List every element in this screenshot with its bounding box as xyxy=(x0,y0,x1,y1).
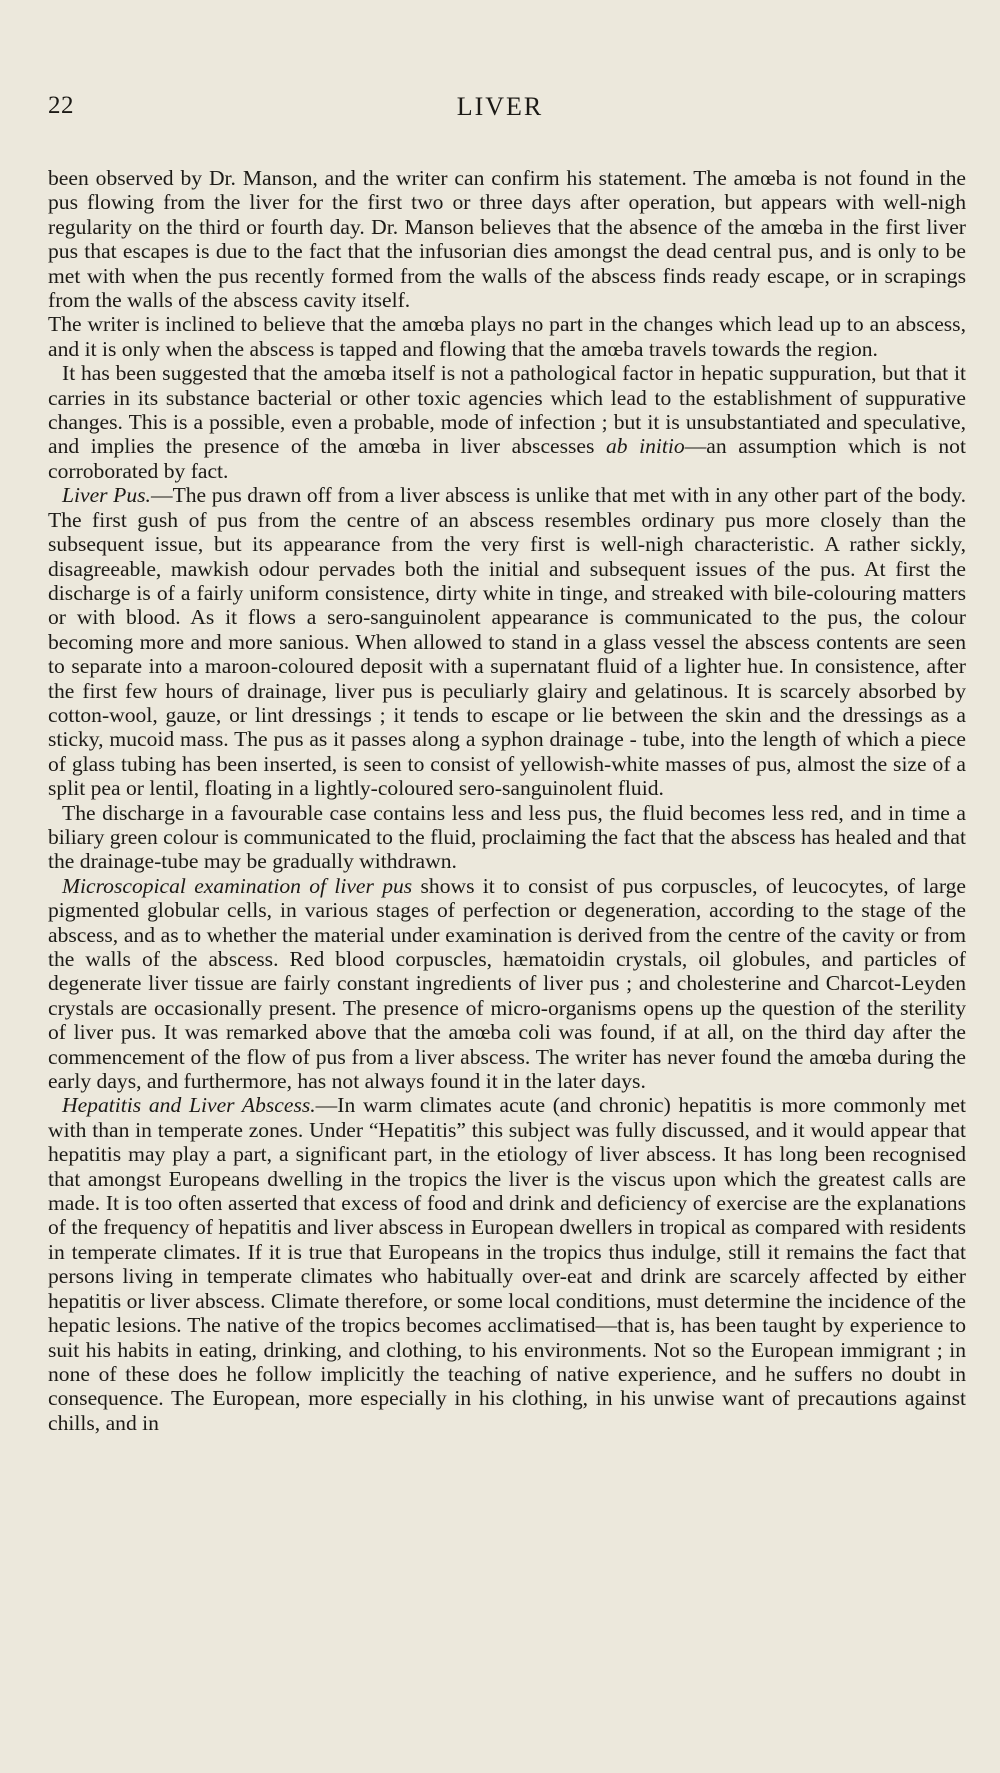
paragraph-microscopical xyxy=(48,874,966,1094)
paragraph-hepatitis xyxy=(48,1093,966,1435)
paragraph-text: It has been suggested that the amœba itself is not a pathological factor in hepatic suppuration, but that it carries in its substance bacterial or other toxic agencies which lead to the establishment of suppurative changes. This is a possible, even a probable, mode of infection ; but it is unsubstantiated and speculative, and implies the presence of the amœba in liver abscesses xyxy=(48,361,966,459)
paragraph-text-after: —an assumption which is not corroborated by fact. xyxy=(48,434,966,483)
paragraph-discharge xyxy=(48,801,966,874)
paragraph-text: —In warm climates acute (and chronic) hepatitis is more commonly met with than in temperate zones. Under “Hepatitis” this subject was fully discussed, and it would appear that hepatitis may play a part, a significant part, in the etiology of liver abscess. It has long been recognised that amongst Europeans dwelling in the tropics the liver is the viscus upon which the greatest calls are made. It is too often asserted that excess of food and drink and deficiency of exercise are the explanations of the frequency of hepatitis and liver abscess in European dwellers in tropical as compared with residents in temperate climates. If it is true that Europeans in the tropics thus indulge, still it remains the fact that persons living in temperate climates who habitually over-eat and drink are scarcely affected by either hepatitis or liver abscess. Climate therefore, or some local conditions, must determine the incidence of the hepatic lesions. The native of the tropics becomes acclimatised—that is, has been taught by experience to suit his habits in eating, drinking, and clothing, to his environments. Not so the European immigrant ; in none of these does he follow implicitly the teaching of native experience, and he suffers no doubt in consequence. The European, more especially in his clothing, in his unwise want of precautions against chills, and in xyxy=(48,1093,966,1435)
running-head: LIVER xyxy=(456,92,544,121)
body-text xyxy=(48,166,966,1435)
page-number: 22 xyxy=(48,92,74,119)
paragraph-text: The discharge in a favourable case contains less and less pus, the fluid becomes less red, and in time a biliary green colour is communicated to the fluid, proclaiming the fact that the abscess has healed and that the drainage-tube may be gradually withdrawn. xyxy=(48,800,966,874)
section-heading-liver-pus: Liver Pus. xyxy=(62,483,151,508)
paragraph-text: —The pus drawn off from a liver abscess is unlike that met with in any other part of the body. The first gush of pus from the centre of an abscess resembles ordinary pus more closely than the subsequent issue, but its appearance from the very first is well-nigh characteristic. A rather sickly, disagreeable, mawkish odour pervades both the initial and subsequent issues of the pus. At first the discharge is of a fairly uniform consistence, dirty white in tinge, and streaked with bile-colouring matters or with blood. As it flows a sero-sanguinolent appearance is communicated to the pus, the colour becoming more and more sanious. When allowed to stand in a glass vessel the abscess contents are seen to separate into a maroon-coloured deposit with a supernatant fluid of a lighter hue. In consistence, after the first few hours of drainage, liver pus is peculiarly glairy and gelatinous. It is scarcely absorbed by cotton-wool, gauze, or lint dressings ; it tends to escape or lie between the skin and the dressings as a sticky, mucoid mass. The pus as it passes along a syphon drainage - tube, into the length of which a piece of glass tubing has been inserted, is seen to consist of yellowish-white masses of pus, almost the size of a split pea or lentil, floating in a lightly-coloured sero-sanguinolent fluid. xyxy=(48,483,966,801)
paragraph-amoeba-role xyxy=(48,312,966,361)
paragraph-pathological-factor xyxy=(48,361,966,483)
section-heading-hepatitis: Hepatitis and Liver Abscess. xyxy=(62,1093,316,1118)
section-heading-microscopical: Microscopical examination of liver pus xyxy=(62,873,413,898)
italic-phrase: ab initio xyxy=(605,434,685,459)
paragraph-continuation xyxy=(48,166,966,312)
paragraph-text: been observed by Dr. Manson, and the writer can confirm his statement. The amœba is not found in the pus flowing from the liver for the first two or three days after operation, but appears with well-nigh regularity on the third or fourth day. Dr. Manson believes that the absence of the amœba in the first liver pus that escapes is due to the fact that the infusorian dies amongst the dead central pus, and is only to be met with when the pus recently formed from the walls of the abscess finds ready escape, or in scrapings from the walls of the abscess cavity itself. xyxy=(48,166,966,313)
paragraph-text: The writer is inclined to believe that the amœba plays no part in the changes which lead up to an abscess, and it is only when the abscess is tapped and flowing that the amœba travels towards the region. xyxy=(48,312,966,361)
paragraph-text: shows it to consist of pus corpuscles, of leucocytes, of large pigmented globular cells, in various stages of perfection or degeneration, according to the stage of the abscess, and as to whether the material under examination is derived from the centre of the cavity or from the walls of the abscess. Red blood corpuscles, hæmatoidin crystals, oil globules, and particles of degenerate liver tissue are fairly constant ingredients of liver pus ; and cholesterine and Charcot-Leyden crystals are occasionally present. The presence of micro-organisms opens up the question of the sterility of liver pus. It was remarked above that the amœba coli was found, if at all, on the third day after the commencement of the flow of pus from a liver abscess. The writer has never found the amœba during the early days, and furthermore, has not always found it in the later days. xyxy=(48,873,967,1094)
paragraph-liver-pus xyxy=(48,483,966,800)
